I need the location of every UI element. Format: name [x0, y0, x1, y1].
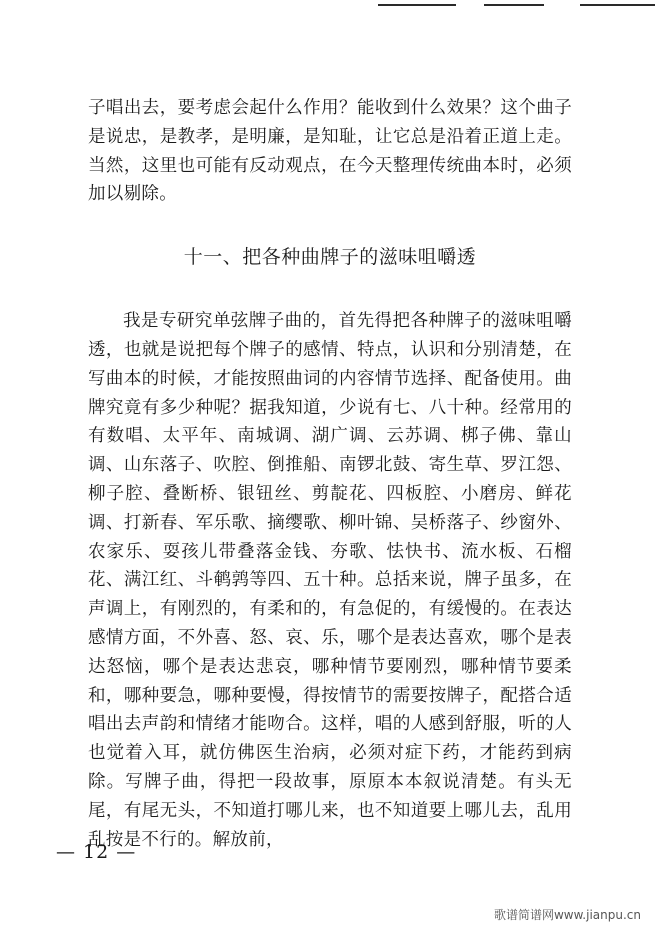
page-number: — 12 —	[56, 841, 137, 863]
page-body	[88, 94, 572, 854]
header-rule-left	[378, 4, 456, 6]
watermark: 歌谱简谱网www.jianpu.cn	[493, 908, 641, 922]
continued-paragraph: 子唱出去，要考虑会起什么作用？能收到什么效果？这个曲子是说忠，是教孝，是明廉，是知耻，让它总是沿着正道上走。当然，这里也可能有反动观点，在今天整理传统曲本时，必须加以剔除。	[88, 98, 572, 205]
section-heading: 十一、把各种曲牌子的滋味咀嚼透	[183, 246, 477, 269]
header-rule-right	[580, 4, 655, 6]
header-rule-middle	[484, 4, 544, 6]
body-paragraph: 我是专研究单弦牌子曲的，首先得把各种牌子的滋味咀嚼透，也就是说把每个牌子的感情、特点，认识和分别清楚，在写曲本的时候，才能按照曲词的内容情节选择、配备使用。曲牌究竟有多少种呢？据我知道，少说有七、八十种。经常用的有数唱、太平年、南城调、湖广调、云苏调、梆子佛、靠山调、山东落子、吹腔、倒推船、南锣北鼓、寄生草、罗江怨、柳子腔、叠断桥、银钮丝、剪靛花、四板腔、小磨房、鲜花调、打新春、军乐歌、摘缨歌、柳叶锦、吴桥落子、纱窗外、农家乐、耍孩儿带叠落金钱、夯歌、怯快书、流水板、石榴花、满江红、斗鹌鹑等四、五十种。总括来说，牌子虽多，在声调上，有刚烈的，有柔和的，有急促的，有缓慢的。在表达感情方面，不外喜、怒、哀、乐，哪个是表达喜欢，哪个是表达怒恼，哪个是表达悲哀，哪种情节要刚烈，哪种情节要柔和，哪种要急，哪种要慢，得按情节的需要按牌子，配搭合适唱出去声韵和情绪才能吻合。这样，唱的人感到舒服，听的人也觉着入耳，就仿佛医生治病，必须对症下药，才能药到病除。写牌子曲，得把一段故事，原原本本叙说清楚。有头无尾，有尾无头，不知道打哪儿来，也不知道要上哪儿去，乱用乱按是不行的。解放前，	[88, 311, 572, 850]
